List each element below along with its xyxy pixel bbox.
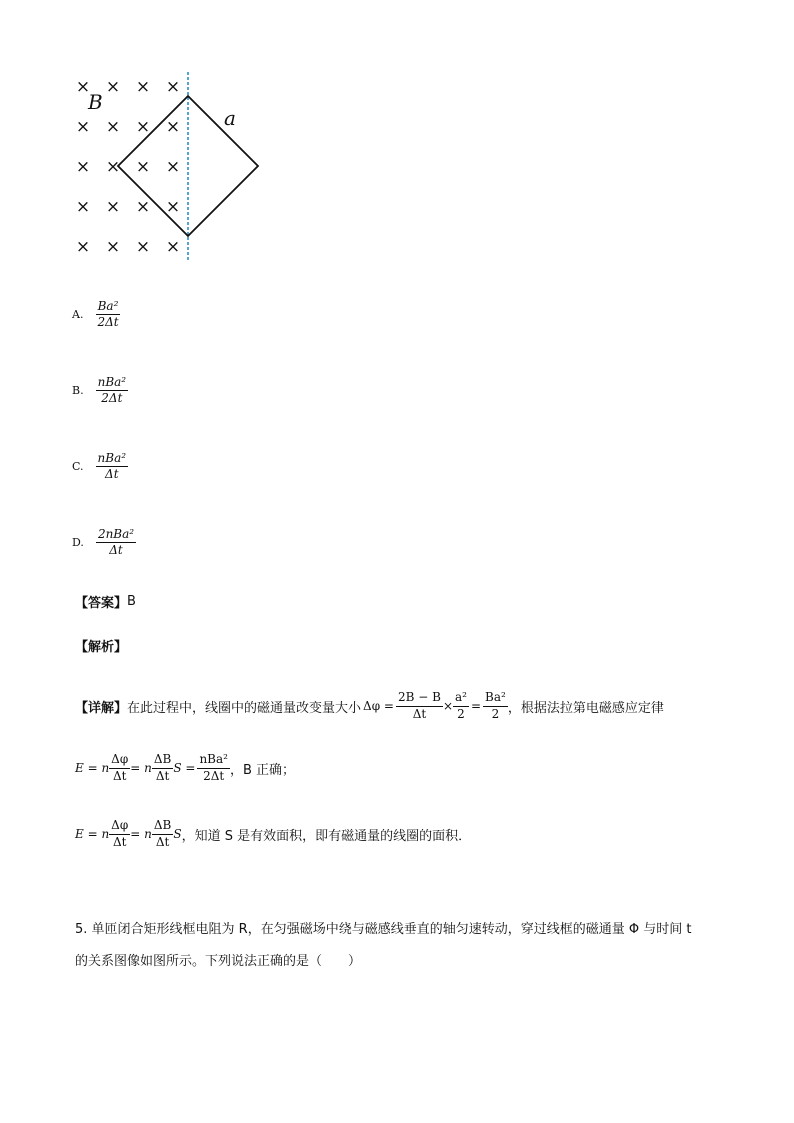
field-label-b: B: [88, 90, 103, 114]
fraction-denominator: Δt: [109, 543, 123, 558]
fraction-result: [197, 753, 230, 782]
fraction-denominator: 2: [491, 706, 500, 721]
field-cross-mark: ×: [75, 237, 91, 257]
fraction-delta-b: [396, 691, 443, 720]
field-cross-mark: ×: [75, 157, 91, 177]
analysis-tag: 【解析】: [75, 640, 128, 655]
detail-tag: 【详解】: [75, 700, 128, 716]
detail-text-after: ，根据法拉第电磁感应定律: [507, 700, 664, 716]
option-letter: B.: [72, 384, 84, 398]
field-cross-mark: ×: [75, 197, 91, 217]
fraction-denominator: 2Δt: [97, 315, 119, 330]
fraction-denominator: Δt: [112, 768, 127, 783]
fraction-numerator: nBa²: [197, 753, 230, 768]
option-fraction: [96, 376, 129, 405]
area-s: S: [173, 827, 182, 841]
fraction-denominator: Δt: [105, 467, 119, 482]
question-5-line-2: 的关系图像如图所示。下列说法正确的是（ ）: [75, 954, 362, 969]
option-3: [72, 528, 136, 557]
equals-sign: =: [470, 699, 482, 713]
fraction-numerator: 2nBa²: [96, 528, 136, 543]
field-cross-mark: ×: [75, 117, 91, 137]
equation-line-2: [75, 814, 471, 854]
fraction-denominator: 2Δt: [203, 768, 225, 783]
field-cross-mark: ×: [165, 117, 181, 137]
field-cross-mark: ×: [165, 157, 181, 177]
fraction-area: [453, 691, 469, 720]
fraction-denominator: Δt: [412, 706, 427, 721]
field-cross-mark: ×: [135, 117, 151, 137]
answer-line: [75, 592, 136, 611]
equation-line-1: [75, 748, 295, 788]
s-equals: S =: [173, 761, 196, 775]
fraction-numerator: Δφ: [109, 819, 130, 834]
fraction-denominator: Δt: [155, 834, 170, 849]
field-cross-mark: ×: [165, 237, 181, 257]
option-letter: C.: [72, 460, 84, 474]
analysis-line: [75, 636, 127, 655]
option-fraction: [96, 452, 129, 481]
option-0: [72, 300, 121, 329]
fraction-dphi-dt: [109, 819, 130, 848]
fraction-numerator: Δφ: [109, 753, 130, 768]
fraction-numerator: a²: [453, 691, 469, 706]
option-fraction: [95, 300, 120, 329]
fraction-numerator: 2B − B: [396, 691, 443, 706]
field-cross-mark: ×: [105, 77, 121, 97]
fraction-denominator: 2: [457, 706, 465, 721]
field-cross-mark: ×: [105, 117, 121, 137]
equation-1-text: ，B 正确；: [229, 762, 296, 778]
option-letter: D.: [72, 536, 84, 550]
question-5-line-1: 5. 单匝闭合矩形线框电阻为 R，在匀强磁场中绕与磁感线垂直的轴匀速转动，穿过线框的磁通量 Φ 与时间 t: [75, 922, 692, 937]
fraction-numerator: ΔB: [152, 819, 173, 834]
emf-lhs: E = n: [75, 827, 110, 841]
option-letter: A.: [72, 308, 84, 322]
answer-tag: 【答案】: [75, 596, 128, 611]
field-cross-mark: ×: [165, 197, 181, 217]
times-sign: ×: [442, 699, 453, 713]
fraction-numerator: Ba²: [96, 300, 121, 315]
option-1: [72, 376, 128, 405]
option-fraction: [96, 528, 136, 557]
equals-n: = n: [130, 827, 152, 841]
side-label-a: a: [224, 106, 236, 130]
magnetic-field-figure: [70, 70, 270, 270]
field-cross-mark: ×: [135, 77, 151, 97]
emf-lhs: E = n: [75, 761, 110, 775]
fraction-dphi-dt: [109, 753, 130, 782]
fraction-db-dt: [152, 753, 173, 782]
fraction-result: [483, 691, 508, 720]
fraction-db-dt: [152, 819, 173, 848]
fraction-numerator: ΔB: [152, 753, 173, 768]
field-cross-mark: ×: [105, 157, 121, 177]
fraction-denominator: Δt: [112, 834, 127, 849]
field-cross-mark: ×: [105, 237, 121, 257]
field-cross-mark: ×: [75, 77, 91, 97]
field-cross-mark: ×: [105, 197, 121, 217]
equals-n: = n: [130, 761, 152, 775]
fraction-denominator: 2Δt: [101, 391, 123, 406]
field-cross-mark: ×: [135, 237, 151, 257]
fraction-numerator: Ba²: [483, 691, 508, 706]
answer-value: B: [127, 594, 136, 609]
field-cross-mark: ×: [135, 157, 151, 177]
field-cross-mark: ×: [165, 77, 181, 97]
equation-2-text: ，知道 S 是有效面积，即有磁通量的线圈的面积．: [181, 828, 472, 844]
fraction-numerator: nBa²: [96, 376, 129, 391]
option-2: [72, 452, 128, 481]
detail-line: [75, 686, 664, 726]
field-cross-mark: ×: [135, 197, 151, 217]
fraction-denominator: Δt: [155, 768, 170, 783]
detail-text-before: 在此过程中，线圈中的磁通量改变量大小: [127, 700, 362, 716]
fraction-numerator: nBa²: [96, 452, 129, 467]
delta-phi: Δφ =: [363, 699, 394, 713]
